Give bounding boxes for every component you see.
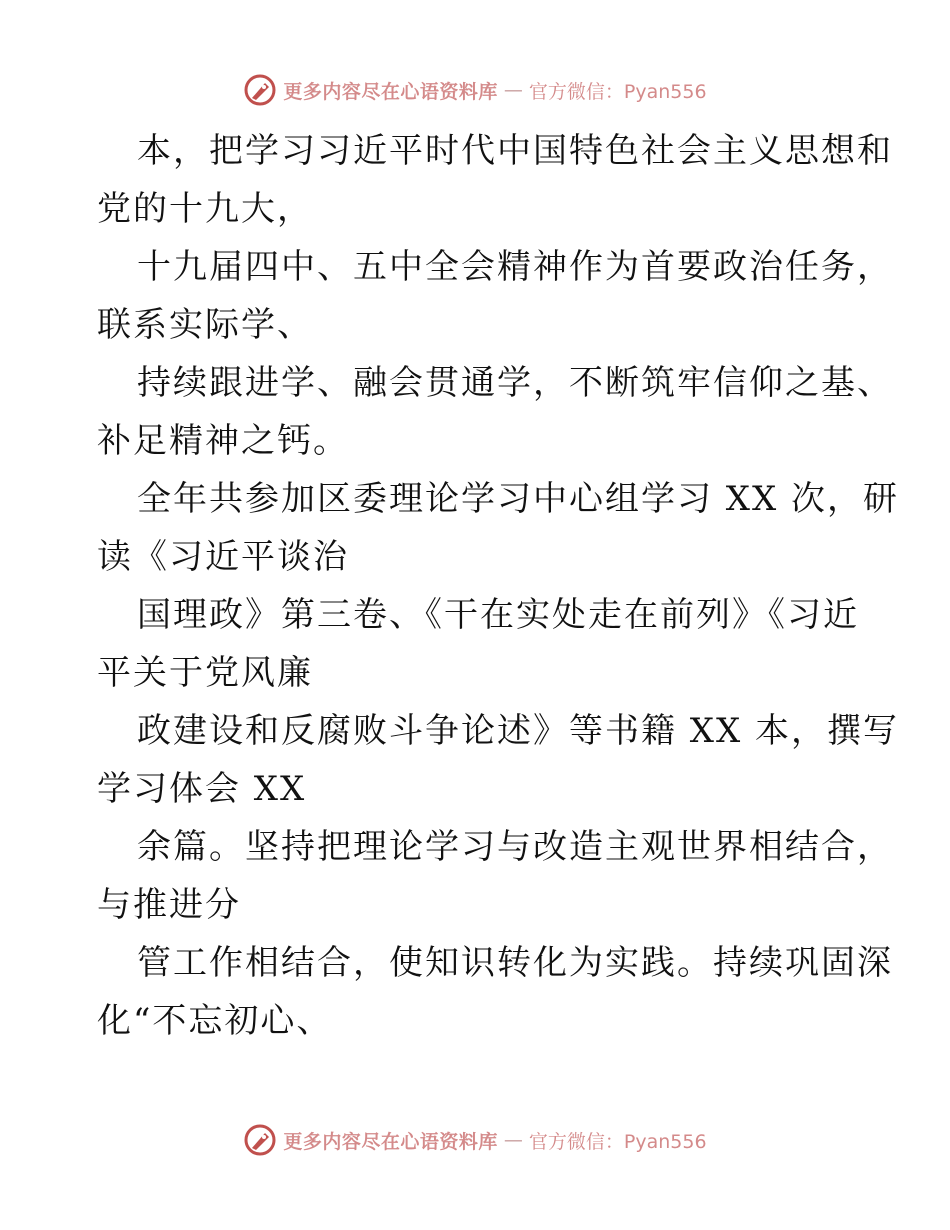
watermark-separator: — <box>503 79 523 101</box>
watermark-brand: 更多内容尽在心语资料库 <box>283 80 498 103</box>
body-line: 本，把学习习近平时代中国特色社会主义思想和 <box>137 131 893 171</box>
body-line: 补足精神之钙。 <box>97 421 349 461</box>
body-line: 联系实际学、 <box>97 305 313 345</box>
watermark-contact: 官方微信：Pyan556 <box>528 1130 707 1153</box>
body-line: 持续跟进学、融会贯通学，不断筑牢信仰之基、 <box>137 363 893 403</box>
body-line: 与推进分 <box>97 885 241 925</box>
body-line: 十九届四中、五中全会精神作为首要政治任务， <box>137 247 893 287</box>
document-body <box>97 122 900 1050</box>
body-line: 党的十九大， <box>97 189 313 229</box>
pen-nib-circle-icon <box>243 1123 277 1157</box>
watermark-contact: 官方微信：Pyan556 <box>528 80 707 103</box>
footer-watermark <box>0 1120 950 1160</box>
body-line: 学习体会 XX <box>97 769 307 809</box>
body-line: 管工作相结合，使知识转化为实践。持续巩固深 <box>137 943 893 983</box>
body-line: 化“不忘初心、 <box>97 1001 333 1041</box>
body-line: 政建设和反腐败斗争论述》等书籍 XX 本，撰写 <box>137 711 900 751</box>
watermark-brand: 更多内容尽在心语资料库 <box>283 1130 498 1153</box>
watermark-separator: — <box>503 1129 523 1151</box>
pen-nib-circle-icon <box>243 73 277 107</box>
body-line: 读《习近平谈治 <box>97 537 349 577</box>
body-line: 平关于党风廉 <box>97 653 313 693</box>
body-line: 余篇。坚持把理论学习与改造主观世界相结合， <box>137 827 893 867</box>
body-line: 国理政》第三卷、《干在实处走在前列》《习近 <box>137 595 859 635</box>
header-watermark <box>0 70 950 110</box>
body-line: 全年共参加区委理论学习中心组学习 XX 次，研 <box>137 479 900 519</box>
